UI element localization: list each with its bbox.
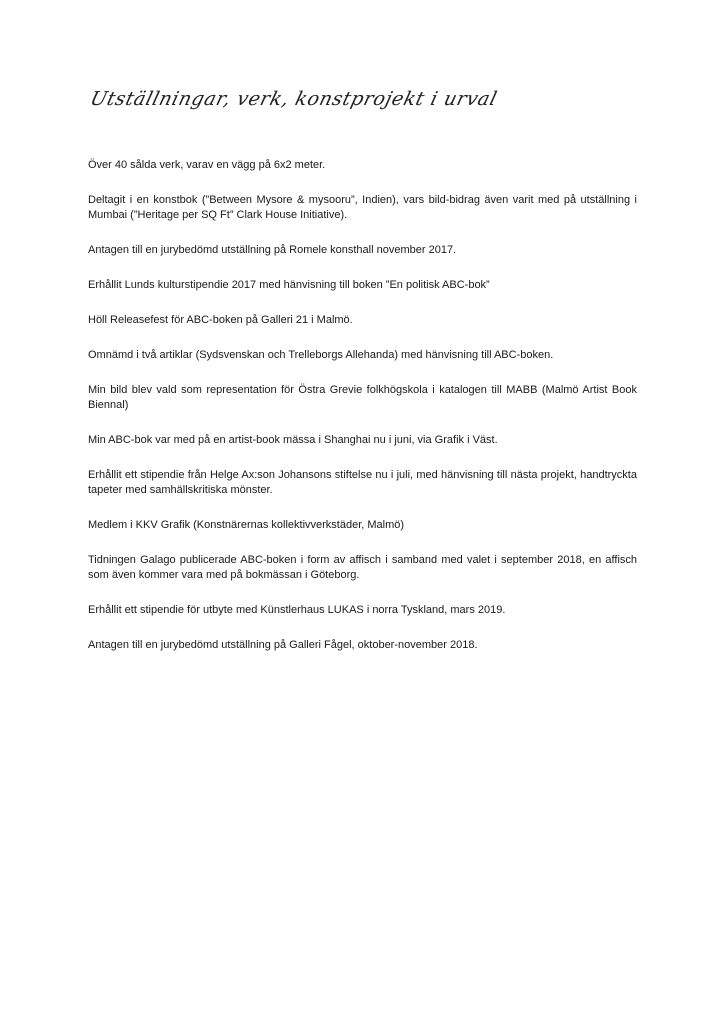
paragraph-romele: Antagen till en jurybedömd utställning på Romele konsthall november 2017.	[88, 244, 457, 256]
paragraph-kkv-member: Medlem i KKV Grafik (Konstnärernas kollektivverkstäder, Malmö)	[88, 519, 405, 531]
paragraph-lund-scholarship: Erhållit Lunds kulturstipendie 2017 med hänvisning till boken ”En politisk ABC-bok”	[88, 279, 490, 291]
paragraph-galago: Tidningen Galago publicerade ABC-boken i form av affisch i samband med valet i september 2018, en affisch som även kommer vara med på bokmässan i Göteborg.	[88, 554, 637, 581]
paragraph-release-party: Höll Releasefest för ABC-boken på Galleri 21 i Malmö.	[88, 314, 353, 326]
paragraph-sold-works: Över 40 sålda verk, varav en vägg på 6x2 meter.	[88, 159, 326, 171]
document-heading: Utställningar, verk, konstprojekt i urval	[88, 88, 500, 110]
paragraph-art-book: Deltagit i en konstbok (”Between Mysore & mysooru”, Indien), vars bild-bidrag även varit med på utställning i Mumbai (”Heritage per SQ Ft” Clark House Initiative).	[88, 194, 637, 221]
document-body	[88, 158, 637, 673]
paragraph-shanghai: Min ABC-bok var med på en artist-book mässa i Shanghai nu i juni, via Grafik i Väst.	[88, 434, 498, 446]
paragraph-mabb: Min bild blev vald som representation för Östra Grevie folkhögskola i katalogen till MABB (Malmö Artist Book Biennal)	[88, 384, 637, 411]
paragraph-helge-scholarship: Erhållit ett stipendie från Helge Ax:son Johansons stiftelse nu i juli, med hänvisning till nästa projekt, handtryckta tapeter med samhällskritiska mönster.	[88, 469, 637, 496]
paragraph-lukas: Erhållit ett stipendie för utbyte med Künstlerhaus LUKAS i norra Tyskland, mars 2019.	[88, 604, 506, 616]
paragraph-articles: Omnämd i två artiklar (Sydsvenskan och Trelleborgs Allehanda) med hänvisning till ABC-boken.	[88, 349, 554, 361]
paragraph-galleri-fagel: Antagen till en jurybedömd utställning på Galleri Fågel, oktober-november 2018.	[88, 639, 478, 651]
